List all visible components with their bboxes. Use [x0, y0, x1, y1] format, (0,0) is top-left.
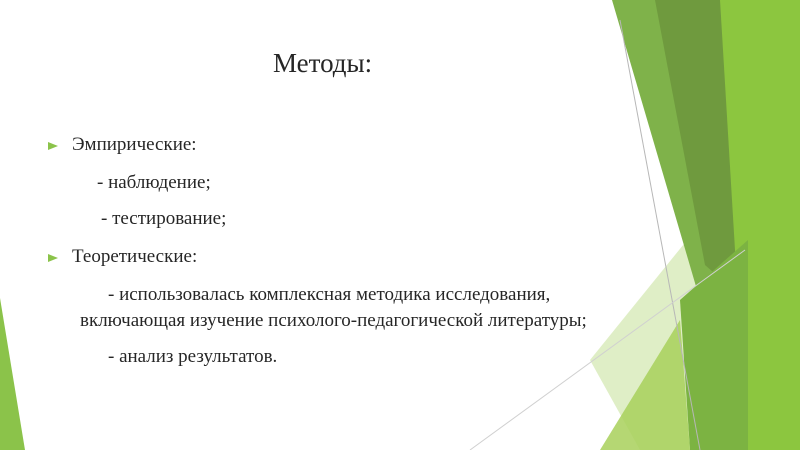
bullet-arrow-icon: [48, 254, 58, 262]
section-theoretical-label: Теоретические:: [72, 246, 198, 267]
section-empirical-label: Эмпирические:: [72, 134, 197, 155]
empirical-item-testing: - тестирование;: [101, 208, 227, 229]
left-green-sliver: [0, 298, 25, 450]
theoretical-item-method-line1: - использовалась комплексная методика исследования,: [108, 284, 551, 305]
bullet-arrow-icon: [48, 142, 58, 150]
theoretical-item-analysis: - анализ результатов.: [108, 346, 278, 367]
slide-title: Методы:: [273, 48, 373, 78]
empirical-item-observation: - наблюдение;: [97, 172, 211, 193]
theoretical-item-method-line2: включающая изучение психолого-педагогической литературы;: [80, 310, 587, 331]
